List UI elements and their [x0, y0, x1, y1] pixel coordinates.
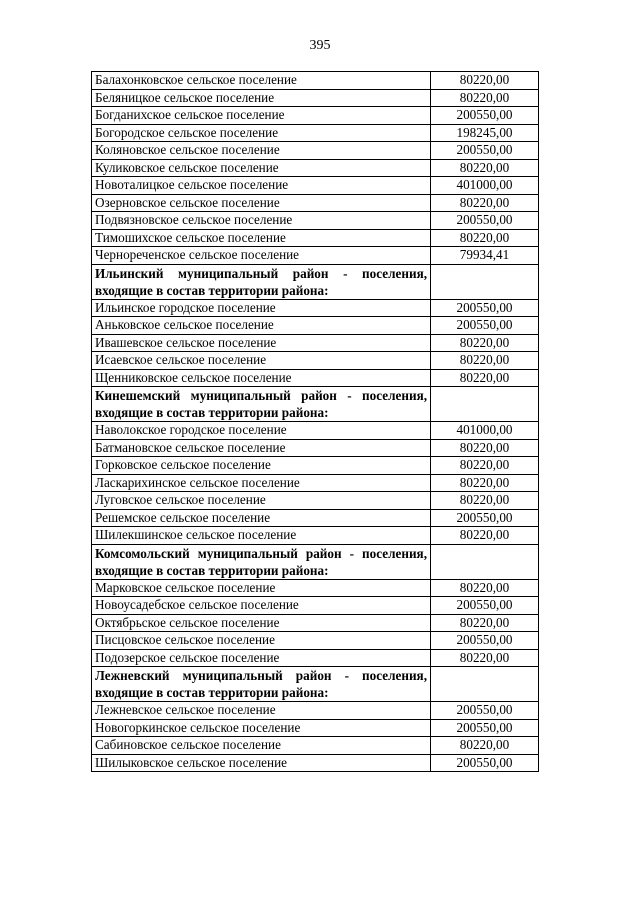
- settlement-name-cell: Подозерское сельское поселение: [92, 649, 431, 667]
- settlement-name-cell: Щенниковское сельское поселение: [92, 369, 431, 387]
- settlement-name-cell: Лежневское сельское поселение: [92, 702, 431, 720]
- table-row: [92, 159, 539, 177]
- settlement-name-cell: Чернореченское сельское поселение: [92, 247, 431, 265]
- settlement-name-cell: Марковское сельское поселение: [92, 579, 431, 597]
- amount-cell: [431, 667, 539, 702]
- district-name-cell: Лежневский муниципальный район - поселения, входящие в состав территории района:: [92, 667, 431, 702]
- table-row: [92, 422, 539, 440]
- amount-cell: 80220,00: [431, 229, 539, 247]
- table-row: [92, 527, 539, 545]
- settlement-name-cell: Шилекшинское сельское поселение: [92, 527, 431, 545]
- table-row: [92, 737, 539, 755]
- amount-cell: 401000,00: [431, 177, 539, 195]
- table-row: [92, 317, 539, 335]
- amount-cell: 80220,00: [431, 89, 539, 107]
- table-row: [92, 177, 539, 195]
- district-name-cell: Комсомольский муниципальный район - поселения, входящие в состав территории района:: [92, 544, 431, 579]
- amount-cell: 200550,00: [431, 142, 539, 160]
- table-row: [92, 299, 539, 317]
- table-row: [92, 719, 539, 737]
- amount-cell: 200550,00: [431, 632, 539, 650]
- district-header-row: [92, 544, 539, 579]
- table-row: [92, 229, 539, 247]
- table-row: [92, 369, 539, 387]
- district-name-cell: Ильинский муниципальный район - поселения, входящие в состав территории района:: [92, 264, 431, 299]
- amount-cell: 198245,00: [431, 124, 539, 142]
- amount-cell: 80220,00: [431, 72, 539, 90]
- district-name-cell: Кинешемский муниципальный район - поселения, входящие в состав территории района:: [92, 387, 431, 422]
- amount-cell: 80220,00: [431, 352, 539, 370]
- amount-cell: [431, 387, 539, 422]
- amount-cell: 80220,00: [431, 527, 539, 545]
- settlement-name-cell: Батмановское сельское поселение: [92, 439, 431, 457]
- amount-cell: [431, 264, 539, 299]
- settlement-name-cell: Новоталицкое сельское поселение: [92, 177, 431, 195]
- table-row: [92, 649, 539, 667]
- settlement-name-cell: Аньковское сельское поселение: [92, 317, 431, 335]
- district-header-row: [92, 264, 539, 299]
- district-header-row: [92, 667, 539, 702]
- settlement-name-cell: Богородское сельское поселение: [92, 124, 431, 142]
- settlement-allocation-table: [91, 71, 539, 772]
- amount-cell: 79934,41: [431, 247, 539, 265]
- settlement-name-cell: Исаевское сельское поселение: [92, 352, 431, 370]
- amount-cell: 401000,00: [431, 422, 539, 440]
- table-row: [92, 142, 539, 160]
- table-row: [92, 632, 539, 650]
- table-row: [92, 334, 539, 352]
- amount-cell: 80220,00: [431, 369, 539, 387]
- district-header-row: [92, 387, 539, 422]
- settlement-name-cell: Луговское сельское поселение: [92, 492, 431, 510]
- table-row: [92, 579, 539, 597]
- settlement-name-cell: Тимошихское сельское поселение: [92, 229, 431, 247]
- settlement-name-cell: Октябрьское сельское поселение: [92, 614, 431, 632]
- table-row: [92, 89, 539, 107]
- table-row: [92, 457, 539, 475]
- settlement-name-cell: Коляновское сельское поселение: [92, 142, 431, 160]
- amount-cell: 80220,00: [431, 159, 539, 177]
- table-row: [92, 212, 539, 230]
- table-row: [92, 754, 539, 772]
- amount-cell: 80220,00: [431, 649, 539, 667]
- table-row: [92, 614, 539, 632]
- amount-cell: 80220,00: [431, 579, 539, 597]
- table-row: [92, 492, 539, 510]
- amount-cell: 200550,00: [431, 212, 539, 230]
- settlement-name-cell: Писцовское сельское поселение: [92, 632, 431, 650]
- settlement-name-cell: Богданихское сельское поселение: [92, 107, 431, 125]
- amount-cell: 200550,00: [431, 597, 539, 615]
- table-row: [92, 597, 539, 615]
- table-row: [92, 107, 539, 125]
- amount-cell: 80220,00: [431, 492, 539, 510]
- table-row: [92, 702, 539, 720]
- amount-cell: [431, 544, 539, 579]
- settlement-name-cell: Ильинское городское поселение: [92, 299, 431, 317]
- amount-cell: 80220,00: [431, 334, 539, 352]
- table-row: [92, 474, 539, 492]
- settlement-name-cell: Сабиновское сельское поселение: [92, 737, 431, 755]
- settlement-name-cell: Ивашевское сельское поселение: [92, 334, 431, 352]
- settlement-name-cell: Горковское сельское поселение: [92, 457, 431, 475]
- settlement-name-cell: Решемское сельское поселение: [92, 509, 431, 527]
- amount-cell: 80220,00: [431, 439, 539, 457]
- table-row: [92, 247, 539, 265]
- amount-cell: 80220,00: [431, 194, 539, 212]
- settlement-name-cell: Подвязновское сельское поселение: [92, 212, 431, 230]
- settlement-name-cell: Шилыковское сельское поселение: [92, 754, 431, 772]
- settlement-name-cell: Озерновское сельское поселение: [92, 194, 431, 212]
- settlement-name-cell: Ласкарихинское сельское поселение: [92, 474, 431, 492]
- table-row: [92, 124, 539, 142]
- table-row: [92, 352, 539, 370]
- table-row: [92, 194, 539, 212]
- settlement-name-cell: Беляницкое сельское поселение: [92, 89, 431, 107]
- amount-cell: 80220,00: [431, 457, 539, 475]
- amount-cell: 80220,00: [431, 474, 539, 492]
- table-row: [92, 439, 539, 457]
- amount-cell: 200550,00: [431, 719, 539, 737]
- table-row: [92, 509, 539, 527]
- amount-cell: 200550,00: [431, 509, 539, 527]
- amount-cell: 80220,00: [431, 614, 539, 632]
- amount-cell: 200550,00: [431, 107, 539, 125]
- page-number: 395: [309, 38, 331, 53]
- amount-cell: 200550,00: [431, 754, 539, 772]
- amount-cell: 200550,00: [431, 299, 539, 317]
- settlement-name-cell: Новоусадебское сельское поселение: [92, 597, 431, 615]
- amount-cell: 200550,00: [431, 702, 539, 720]
- amount-cell: 200550,00: [431, 317, 539, 335]
- table-row: [92, 72, 539, 90]
- settlement-name-cell: Наволокское городское поселение: [92, 422, 431, 440]
- settlement-name-cell: Балахонковское сельское поселение: [92, 72, 431, 90]
- settlement-name-cell: Куликовское сельское поселение: [92, 159, 431, 177]
- table-body: [92, 72, 539, 772]
- settlement-name-cell: Новогоркинское сельское поселение: [92, 719, 431, 737]
- amount-cell: 80220,00: [431, 737, 539, 755]
